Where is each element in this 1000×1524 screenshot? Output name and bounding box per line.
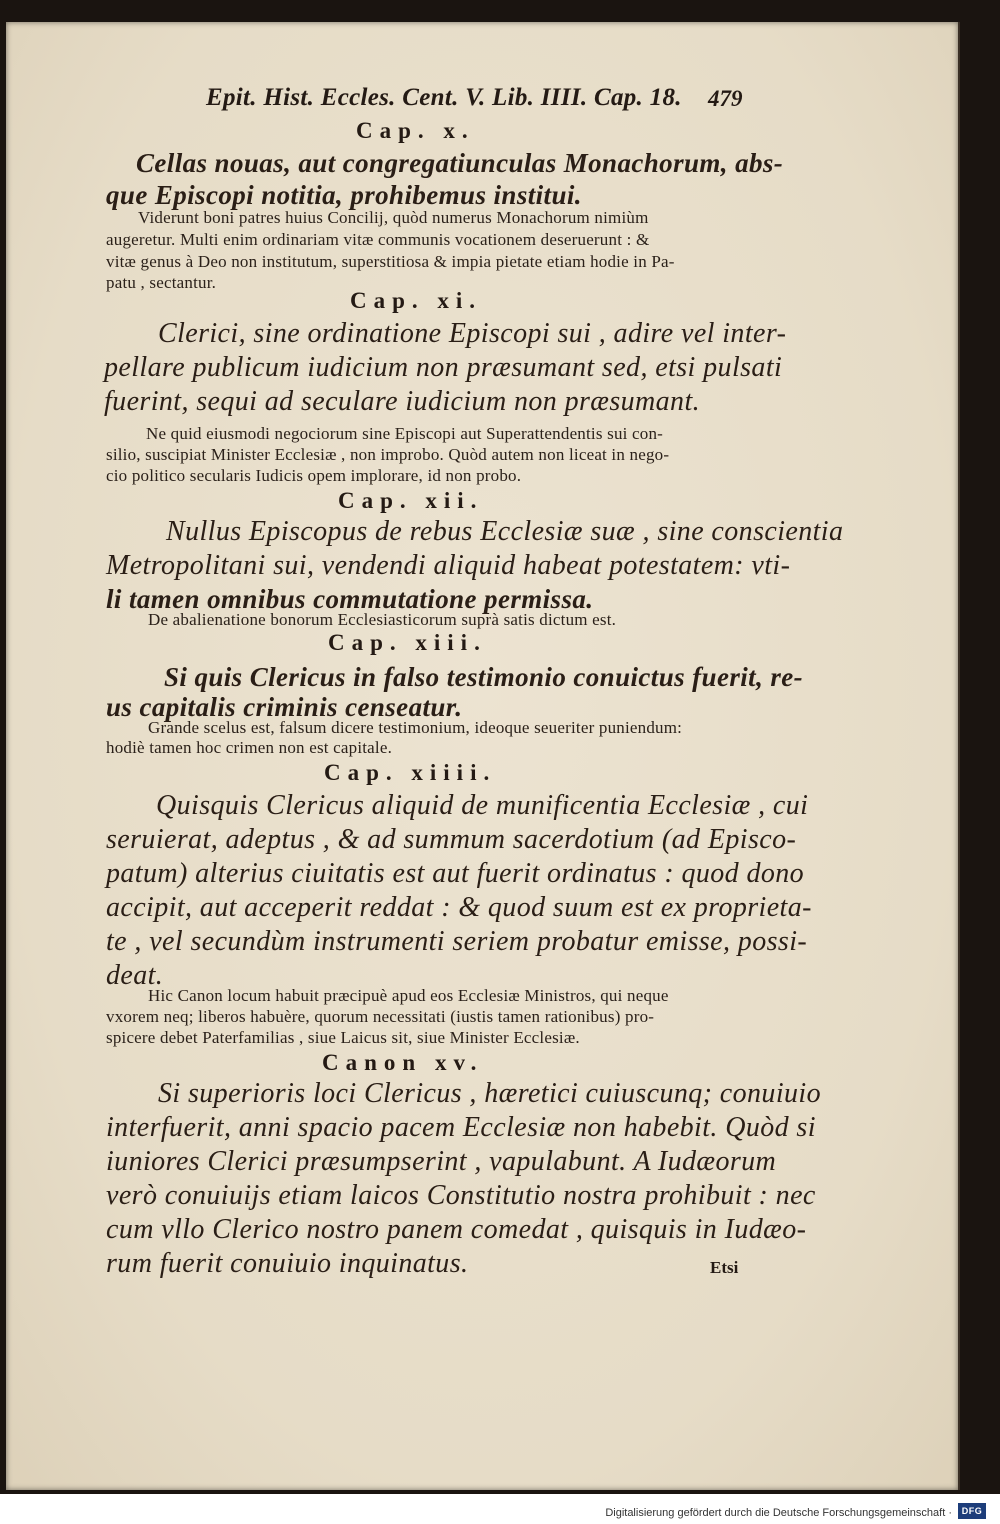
chapter-heading: Cap. x. — [356, 118, 475, 143]
commentary-line: vxorem neq; liberos habuère, quorum necessitati (iustis tamen rationibus) pro- — [106, 1007, 655, 1026]
canon-line: Si superioris loci Clericus , hæretici cuiuscunq; conuiuio — [158, 1078, 821, 1109]
canon-line: Nullus Episcopus de rebus Ecclesiæ suæ , sine conscientia — [166, 516, 844, 547]
running-title: Epit. Hist. Eccles. Cent. V. Lib. IIII. Cap. 18. — [206, 84, 682, 111]
commentary-line: cio politico secularis Iudicis opem implorare, id non probo. — [106, 466, 522, 485]
canon-line: seruierat, adeptus , & ad summum sacerdotium (ad Episco- — [106, 824, 797, 855]
canon-line: accipit, aut acceperit reddat : & quod suum est ex proprieta- — [106, 892, 812, 923]
canon-line: iuniores Clerici præsumpserint , vapulabunt. A Iudæorum — [106, 1146, 777, 1177]
canon-line: Cellas nouas, aut congregatiunculas Monachorum, abs- — [136, 148, 784, 178]
commentary-line: augeretur. Multi enim ordinariam vitæ communis vocationem deseruerunt : & — [106, 230, 650, 249]
chapter-heading: Cap. xiii. — [328, 630, 487, 655]
page-number: 479 — [708, 86, 743, 111]
commentary-line: Viderunt boni patres huius Concilij, quòd numerus Monachorum nimiùm — [138, 208, 649, 227]
funding-notice: Digitalisierung gefördert durch die Deutsche Forschungsgemeinschaft · — [605, 1507, 952, 1519]
chapter-heading: Cap. xii. — [338, 488, 484, 513]
chapter-heading: Cap. xi. — [350, 288, 483, 313]
chapter-heading: Cap. xiiii. — [324, 760, 497, 785]
canon-line: Clerici, sine ordinatione Episcopi sui , adire vel inter- — [158, 318, 787, 349]
canon-line: cum vllo Clerico nostro panem comedat , quisquis in Iudæo- — [106, 1214, 807, 1245]
book-page — [6, 22, 960, 1490]
commentary-line: Ne quid eiusmodi negociorum sine Episcopi aut Superattendentis sui con- — [146, 424, 664, 443]
commentary-line: spicere debet Paterfamilias , siue Laicus sit, siue Minister Ecclesiæ. — [106, 1028, 580, 1047]
canon-line: patum) alterius ciuitatis est aut fuerit ordinatus : quod dono — [106, 858, 805, 889]
canon-line: te , vel secundùm instrumenti seriem probatur emisse, possi- — [106, 926, 808, 957]
canon-line: us capitalis criminis censeatur. — [106, 692, 463, 722]
chapter-heading: Canon xv. — [322, 1050, 484, 1075]
commentary-line: De abalienatione bonorum Ecclesiasticorum suprà satis dictum est. — [148, 610, 617, 629]
canon-line: li tamen omnibus commutatione permissa. — [106, 584, 594, 614]
canon-line: Metropolitani sui, vendendi aliquid habeat potestatem: vti- — [106, 550, 791, 581]
dfg-logo[interactable]: DFG — [958, 1503, 986, 1519]
canon-line: Quisquis Clericus aliquid de munificentia Ecclesiæ , cui — [156, 790, 809, 821]
commentary-line: silio, suscipiat Minister Ecclesiæ , non improbo. Quòd autem non liceat in nego- — [106, 445, 670, 464]
canon-line: pellare publicum iudicium non præsumant sed, etsi pulsati — [104, 352, 783, 383]
canon-line: Si quis Clericus in falso testimonio conuictus fuerit, re- — [164, 662, 804, 692]
canon-line: interfuerit, anni spacio pacem Ecclesiæ non habebit. Quòd si — [106, 1112, 816, 1143]
commentary-line: patu , sectantur. — [106, 273, 217, 292]
commentary-line: Grande scelus est, falsum dicere testimonium, ideoque seueriter puniendum: — [148, 718, 683, 737]
canon-line: deat. — [106, 960, 164, 991]
catchword: Etsi — [710, 1258, 739, 1277]
canon-line: rum fuerit conuiuio inquinatus. — [106, 1248, 469, 1279]
commentary-line: vitæ genus à Deo non institutum, superstitiosa & impia pietate etiam hodie in Pa- — [106, 252, 675, 271]
canon-line: verò conuiuijs etiam laicos Constitutio nostra prohibuit : nec — [106, 1180, 816, 1211]
commentary-line: Hic Canon locum habuit præcipuè apud eos Ecclesiæ Ministros, qui neque — [148, 986, 669, 1005]
canon-line: fuerint, sequi ad seculare iudicium non præsumant. — [104, 386, 701, 417]
commentary-line: hodiè tamen hoc crimen non est capitale. — [106, 738, 393, 757]
canon-line: que Episcopi notitia, prohibemus institui. — [106, 180, 582, 210]
